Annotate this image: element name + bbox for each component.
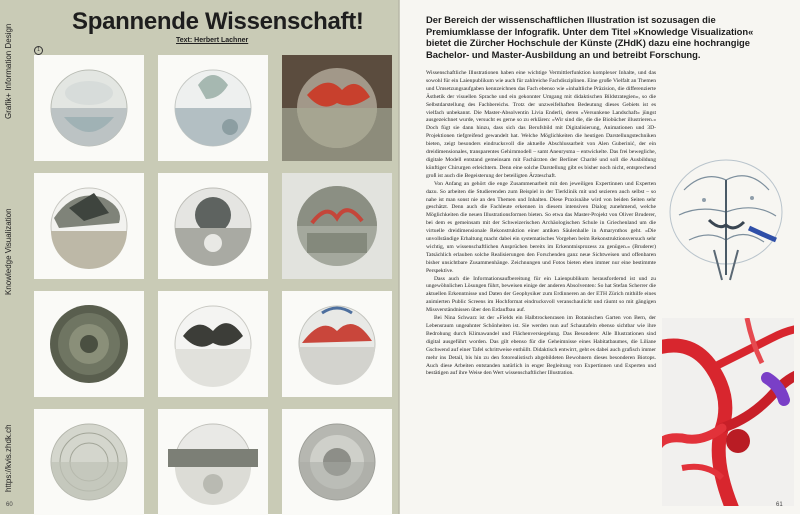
- body-paragraph-1: Wissenschaftliche Illustrationen haben eine wichtige Vermittlerfunktion komplexer Inhalte, und das sowohl für ein Laienpublikum wie auch für zahlreiche Fachdisziplinen. Eine große Vielfalt an Themen und Umsetzungsaufgaben kennzeichnen das Fach ebenso wie »inhaltliche Präzision, die differenzierte Ästhetik der visuellen Sprache und ein gekonnter Umgang mit didaktischen Bildstrategien«, so die Selbstdarstellung des Fachbereichs. Trotz der unzweifelhaften Bedeutung dieses Gebiets ist es vielfach unbekannt. Die Master-Absolventin Livia Enderli, deren »Versunkene Landschaft« jüngst ausgezeichnet wurde, versucht es gerne so zu erklären: »Wir sind die, die die Biobücher illustrieren.« Doch fügt sie dann hinzu, dass sich das Berufsbild mit Digitalisierung, Animationen und 3D-Projektionen tiefgreifend gewandelt hat. Welche Möglichkeiten die heutigen Darstellungstechniken bieten, zeigt besonders eindrucksvoll die aktuelle Abschlussarbeit von Alen Guberinić, der ein dreidimensionales, transparentes Gehirnmodell – samt Aneurysma – entwickelte. Das frei bewegliche, digitale Modell entstand gemeinsam mit Fachärzten der Berliner Charité und soll die Ausbildung künftiger Chirurgen erleichtern. Denn eine solche Darstellung gibt es bisher noch nicht, entsprechend groß ist auch die Begeisterung der beteiligten Ärzteschaft.: [426, 70, 656, 179]
- brain-vessel-illustration: [664, 150, 794, 295]
- illustration-cell: [282, 409, 392, 515]
- brain-vessel-model-image: [664, 150, 794, 295]
- illustration-cell: [158, 173, 268, 279]
- sphere-illustration: [158, 55, 268, 161]
- sphere-illustration: [34, 409, 144, 515]
- left-page: [0, 0, 400, 514]
- illustration-cell: [34, 291, 144, 397]
- article-byline: Text: Herbert Lachner: [176, 37, 249, 44]
- website-url[interactable]: https://kvis.zhdk.ch: [4, 424, 13, 492]
- sphere-illustration: [34, 291, 144, 397]
- illustration-grid: [34, 55, 392, 510]
- illustration-cell: [34, 55, 144, 161]
- sphere-illustration: [158, 409, 268, 515]
- illustration-cell: [158, 291, 268, 397]
- article-body: [426, 70, 656, 510]
- sphere-illustration: [158, 173, 268, 279]
- sphere-illustration: [282, 291, 392, 397]
- illustration-cell: [282, 173, 392, 279]
- illustration-cell: [282, 55, 392, 161]
- artery-illustration: [662, 318, 794, 506]
- sphere-illustration: [282, 55, 392, 161]
- article-lead: Der Bereich der wissenschaftlichen Illustration ist sozusagen die Premiumklasse der Infografik. Unter dem Titel »Knowledge Visualization« bietet die Zürcher Hochschule der Künste (ZHdK) dazu eine hochrangige Bachelor- und Master-Ausbildung an und betreibt Forschung.: [426, 14, 754, 60]
- page-number-left: 60: [6, 502, 13, 508]
- illustration-cell: [158, 55, 268, 161]
- sphere-illustration: [282, 173, 392, 279]
- sphere-illustration: [34, 55, 144, 161]
- sphere-illustration: [158, 291, 268, 397]
- body-paragraph-2: Von Anfang an gehört die enge Zusammenarbeit mit den jeweiligen Expertinnen und Experten dazu. So arbeiten die Studierenden zum Beispiel in der Tierklinik mit und sezieren auch selbst – so nahe ist man sonst nie an den Themen und Inhalten. Diese Praxisnähe wird von beiden Seiten sehr geschätzt. Denn auch die Fachleute erkennen in diesem intensiven Dialog zunehmend, welche Möglichkeiten die neuen Illustrationsformen bieten. So etwa das Master-Projekt von Oliver Bruderer, bei dem es gemeinsam mit der Schweizerischen Archäologischen Schule in Griechenland um die virtuelle dreidimensionale Rekonstruktion einer antiken Säulenhalle in Amarynthos geht. »Die unvollständige Erhaltung macht dabei ein systematisches Vorgehen beim Rekonstruktionsversuch sehr wichtig, um wissenschaftlichen Ansprüchen bereits im Erkenntnisprozess zu genügen.« (Bruderer) Tatsächlich erlauben solche Realisierungen den Forschenden ganz neue Sichtweisen und offenbaren bisher unsichtbare Zusammenhänge. Zeichnungen und Fotos bieten eben immer nur eine bestimmte Perspektive.: [426, 180, 656, 274]
- body-paragraph-4: Bei Nina Schwarz ist der »Fields ein Halbtrockenrasen im Botanischen Garten von Bern, der Lebensraum ungeahnter Schönheiten ist. Sie werden nun auf Schautafeln ebenso sichtbar wie ihre Bedrohung durch Klimawandel und Flächenversiegelung. Das Besondere: Alle Illustrationen sind digital ausgeführt worden. Das gilt ebenso für die Geheimnisse eines Habitatbaumes, die Liliane Gschwend auf einer Tafel schrittweise enthüllt. Didaktisch entwirrt, geht es dabei auch grafisch immer mehr ins Detail, bis hin zu den fotorealistisch abgebildeten Bewohnern dieses besonderen Biotops. Auch diese Arbeiten entstanden natürlich in enger Begleitung von Expertinnen und Experten und bestätigen auf ihre Weise den Wert wissenschaftlicher Illustration.: [426, 315, 656, 377]
- illustration-cell: [34, 409, 144, 515]
- body-paragraph-3: Dass auch die Informationsaufbereitung für ein Laienpublikum herausfordernd ist und zu ungewöhnlichen Lösungen führt, beweisen einige der anderen Absolventen: So hat Stefan Scherrer die aktuellen Erkenntnisse und Daten der Geophysiker zum Erdinneren an der ETH Zürich mithilfe eines animierten Public Screens im Hochformat eindrucksvoll veranschaulicht und räumt so mit gängigen Missverständnissen über den Erdaufbau auf.: [426, 275, 656, 314]
- sphere-illustration: [34, 173, 144, 279]
- illustration-cell: [158, 409, 268, 515]
- section-label-grafik: Grafik+ Information Design: [4, 23, 13, 119]
- figure-number-badge: 1: [34, 46, 43, 55]
- article-headline: Spannende Wissenschaft!: [72, 8, 364, 35]
- sphere-illustration: [282, 409, 392, 515]
- page-number-right: 61: [776, 502, 783, 508]
- illustration-cell: [282, 291, 392, 397]
- illustration-cell: [34, 173, 144, 279]
- artery-closeup-image: [662, 318, 794, 506]
- section-label-knowledge-visualization: Knowledge Visualization: [4, 208, 13, 295]
